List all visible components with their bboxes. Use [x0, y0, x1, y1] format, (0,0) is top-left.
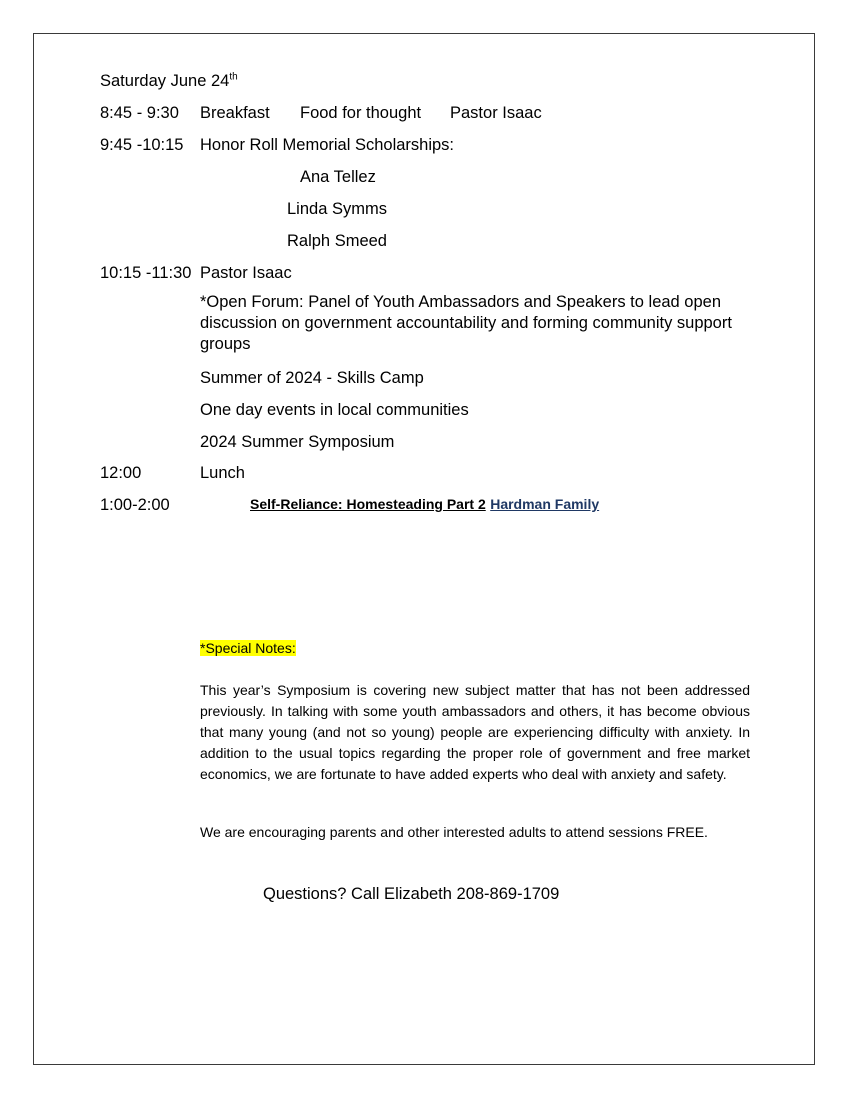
lunch-title: Lunch [200, 464, 245, 482]
forum-description: *Open Forum: Panel of Youth Ambassadors and Speakers to lead open discussion on government accountability and forming community support groups [200, 293, 732, 353]
breakfast-speaker: Pastor Isaac [450, 104, 542, 122]
recipient-name: Ana Tellez [300, 168, 376, 186]
breakfast-title: Breakfast [200, 104, 270, 122]
day-heading: Saturday June 24th [100, 71, 238, 90]
breakfast-topic: Food for thought [300, 104, 422, 122]
session-title: Self-Reliance: Homesteading Part 2 [250, 496, 486, 512]
recipient-name: Ralph Smeed [287, 232, 387, 250]
page-border [33, 33, 815, 1065]
contact-line: Questions? Call Elizabeth 208-869-1709 [263, 885, 560, 903]
forum-item: Summer of 2024 - Skills Camp [200, 369, 424, 387]
session-line [250, 496, 599, 514]
notes-paragraph-2: We are encouraging parents and other interested adults to attend sessions FREE. [200, 824, 708, 840]
breakfast-time: 8:45 - 9:30 [100, 104, 179, 122]
special-notes-heading: *Special Notes: [200, 640, 296, 656]
forum-time: 10:15 -11:30 [100, 264, 192, 282]
scholarships-time: 9:45 -10:15 [100, 136, 184, 154]
forum-item: 2024 Summer Symposium [200, 433, 395, 451]
session-time: 1:00-2:00 [100, 496, 170, 514]
forum-item: One day events in local communities [200, 401, 469, 419]
notes-paragraph-1: This year’s Symposium is covering new subject matter that has not been addressed previously. In talking with some youth ambassadors and others, it has become obvious that many young (and not so young) people are experiencing difficulty with anxiety. In addition to the usual topics regarding the proper role of government and free market economics, we are fortunate to have added experts who deal with anxiety and safety. [200, 682, 750, 782]
lunch-time: 12:00 [100, 464, 142, 482]
session-presenter-link[interactable]: Hardman Family [490, 496, 600, 512]
forum-speaker: Pastor Isaac [200, 264, 292, 282]
recipient-name: Linda Symms [287, 200, 387, 218]
scholarships-title: Honor Roll Memorial Scholarships: [200, 136, 455, 154]
